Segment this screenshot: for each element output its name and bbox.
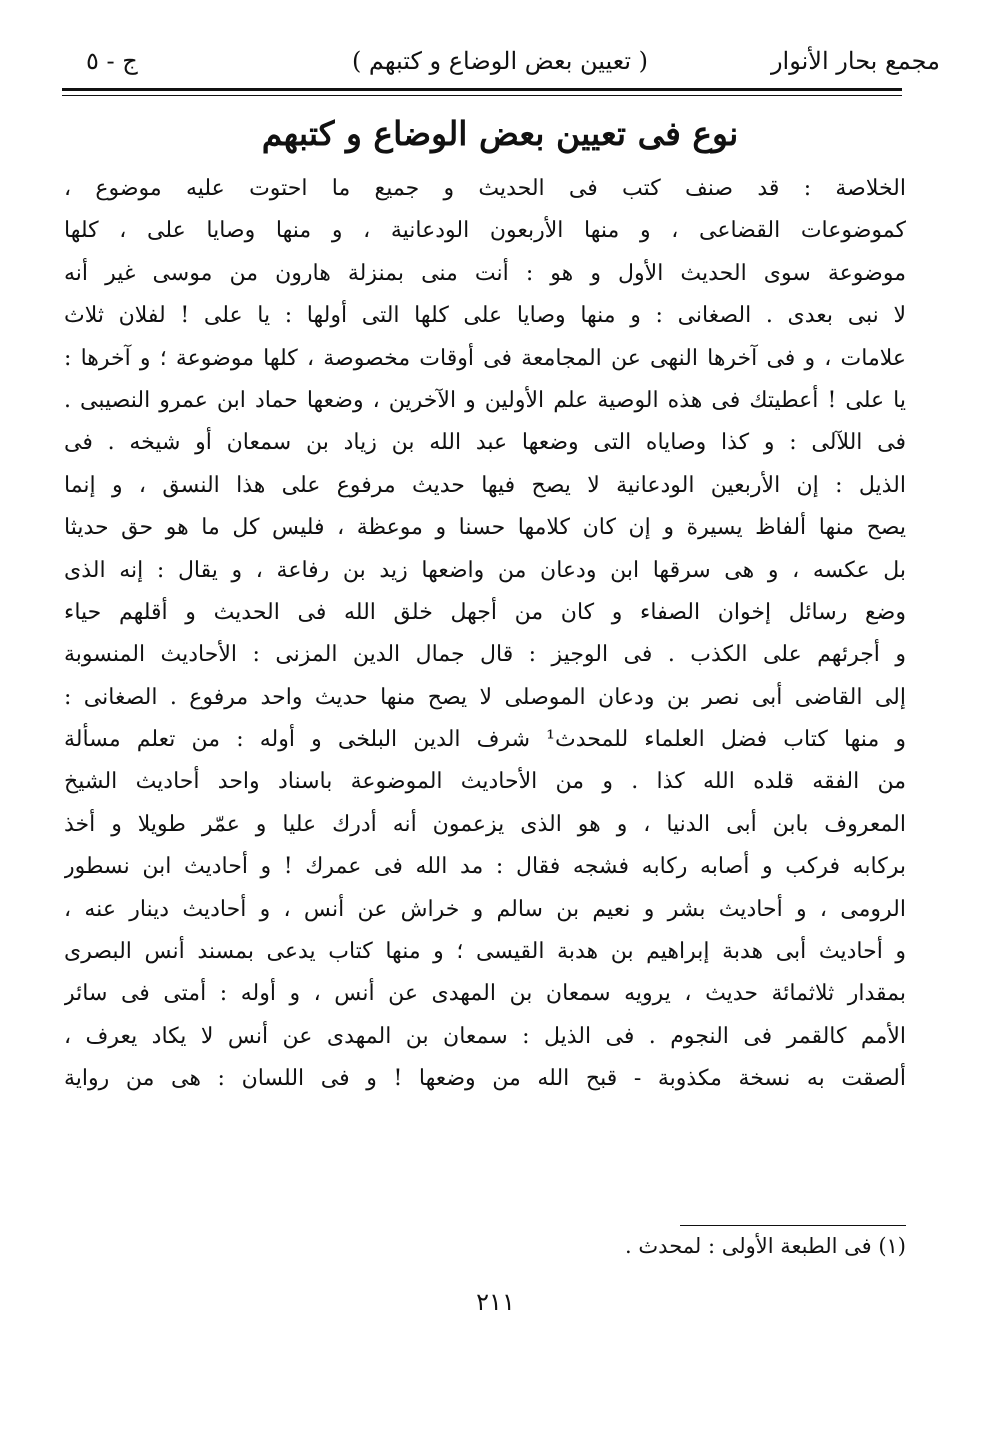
text-line: و منها كتاب فضل العلماء للمحدث¹ شرف الدين البلخى و أوله : من تعلم مسألة <box>64 727 906 753</box>
text-line: يصح منها ألفاظ يسيرة و إن كان كلامها حسنا و موعظة ، فليس كل ما هو حق حديثا <box>64 515 906 541</box>
text-line: كموضوعات القضاعى ، و منها الأربعون الودعانية ، و منها وصايا على ، كلها <box>64 218 906 244</box>
text-line: الرومى ، و أحاديث بشر و نعيم بن سالم و خراش عن أنس ، و أحاديث دينار عنه ، <box>64 896 906 922</box>
text-line: المعروف بابن أبى الدنيا ، و هو الذى يزعمون أنه أدرك عليا و عمّر طويلا و أخذ <box>64 811 906 837</box>
text-line: الذيل : إن الأربعين الودعانية لا يصح فيها حديث مرفوع على هذا النسق ، و إنما <box>64 472 906 498</box>
page-number: ٢١١ <box>476 1288 515 1316</box>
header-rule-thin <box>62 95 902 96</box>
text-line: يا على ! أعطيتك فى هذه الوصية علم الأولين و الآخرين ، وضعها حماد ابن عمرو النصيبى . <box>64 387 906 413</box>
text-line: من الفقه قلده الله كذا . و من الأحاديث الموضوعة باسناد واحد أحاديث الشيخ <box>64 769 906 795</box>
text-line: بل عكسه ، و هى سرقها ابن ودعان من واضعها زيد بن رفاعة ، و يقال : إنه الذى <box>64 557 906 583</box>
text-line: ألصقت به نسخة مكذوبة - قبح الله من وضعها ! و فى اللسان : هى من رواية <box>64 1066 906 1092</box>
volume-number: ج - ٥ <box>86 47 138 75</box>
footnote: (١) فى الطبعة الأولى : لمحدث . <box>625 1234 906 1258</box>
running-header <box>60 36 940 86</box>
text-line: بمقدار ثلاثمائة حديث ، يرويه سمعان بن المهدى عن أنس ، و أوله : أمتى فى سائر <box>64 981 906 1007</box>
text-line: فى اللآلى : و كذا وصاياه التى وضعها عبد الله بن زياد بن سمعان أو شيخه . فى <box>64 430 906 456</box>
text-line: علامات ، و فى آخرها النهى عن المجامعة فى أوقات مخصوصة ، كلها موضوعة ؛ و آخرها : <box>64 345 906 371</box>
text-line: موضوعة سوى الحديث الأول و هو : أنت منى بمنزلة هارون من موسى غير أنه <box>64 260 906 286</box>
text-line: الأمم كالقمر فى النجوم . فى الذيل : سمعان بن المهدى عن أنس لا يكاد يعرف ، <box>64 1023 906 1049</box>
text-line: و أحاديث أبى هدبة إبراهيم بن هدبة القيسى ؛ و منها كتاب يدعى بمسند أنس البصرى <box>64 939 906 965</box>
text-line: لا نبى بعدى . الصغانى : و منها وصايا على كلها التى أولها : يا على ! لفلان ثلاث <box>64 303 906 329</box>
footnote-rule <box>680 1225 906 1226</box>
text-line: الخلاصة : قد صنف كتب فى الحديث و جميع ما احتوت عليه موضوع ، <box>64 176 906 201</box>
text-line: إلى القاضى أبى نصر بن ودعان الموصلى لا يصح منها حديث واحد مرفوع . الصغانى : <box>64 684 906 710</box>
text-line: بركابه فركب و أصابه ركابه فشجه فقال : مد الله فى عمرك ! و أحاديث ابن نسطور <box>64 854 906 880</box>
chapter-title: ( تعيين بعض الوضاع و كتبهم ) <box>351 47 649 75</box>
header-rule <box>62 88 902 91</box>
text-line: وضع رسائل إخوان الصفاء و كان من أجهل خلق الله فى الحديث و أقلهم حياء <box>64 599 906 625</box>
body-text <box>64 168 906 1101</box>
book-title: مجمع بحار الأنوار <box>770 47 940 75</box>
section-heading: نوع فى تعيين بعض الوضاع و كتبهم <box>261 114 739 153</box>
text-line: و أجرئهم على الكذب . فى الوجيز : قال جمال الدين المزنى : الأحاديث المنسوبة <box>64 642 906 668</box>
